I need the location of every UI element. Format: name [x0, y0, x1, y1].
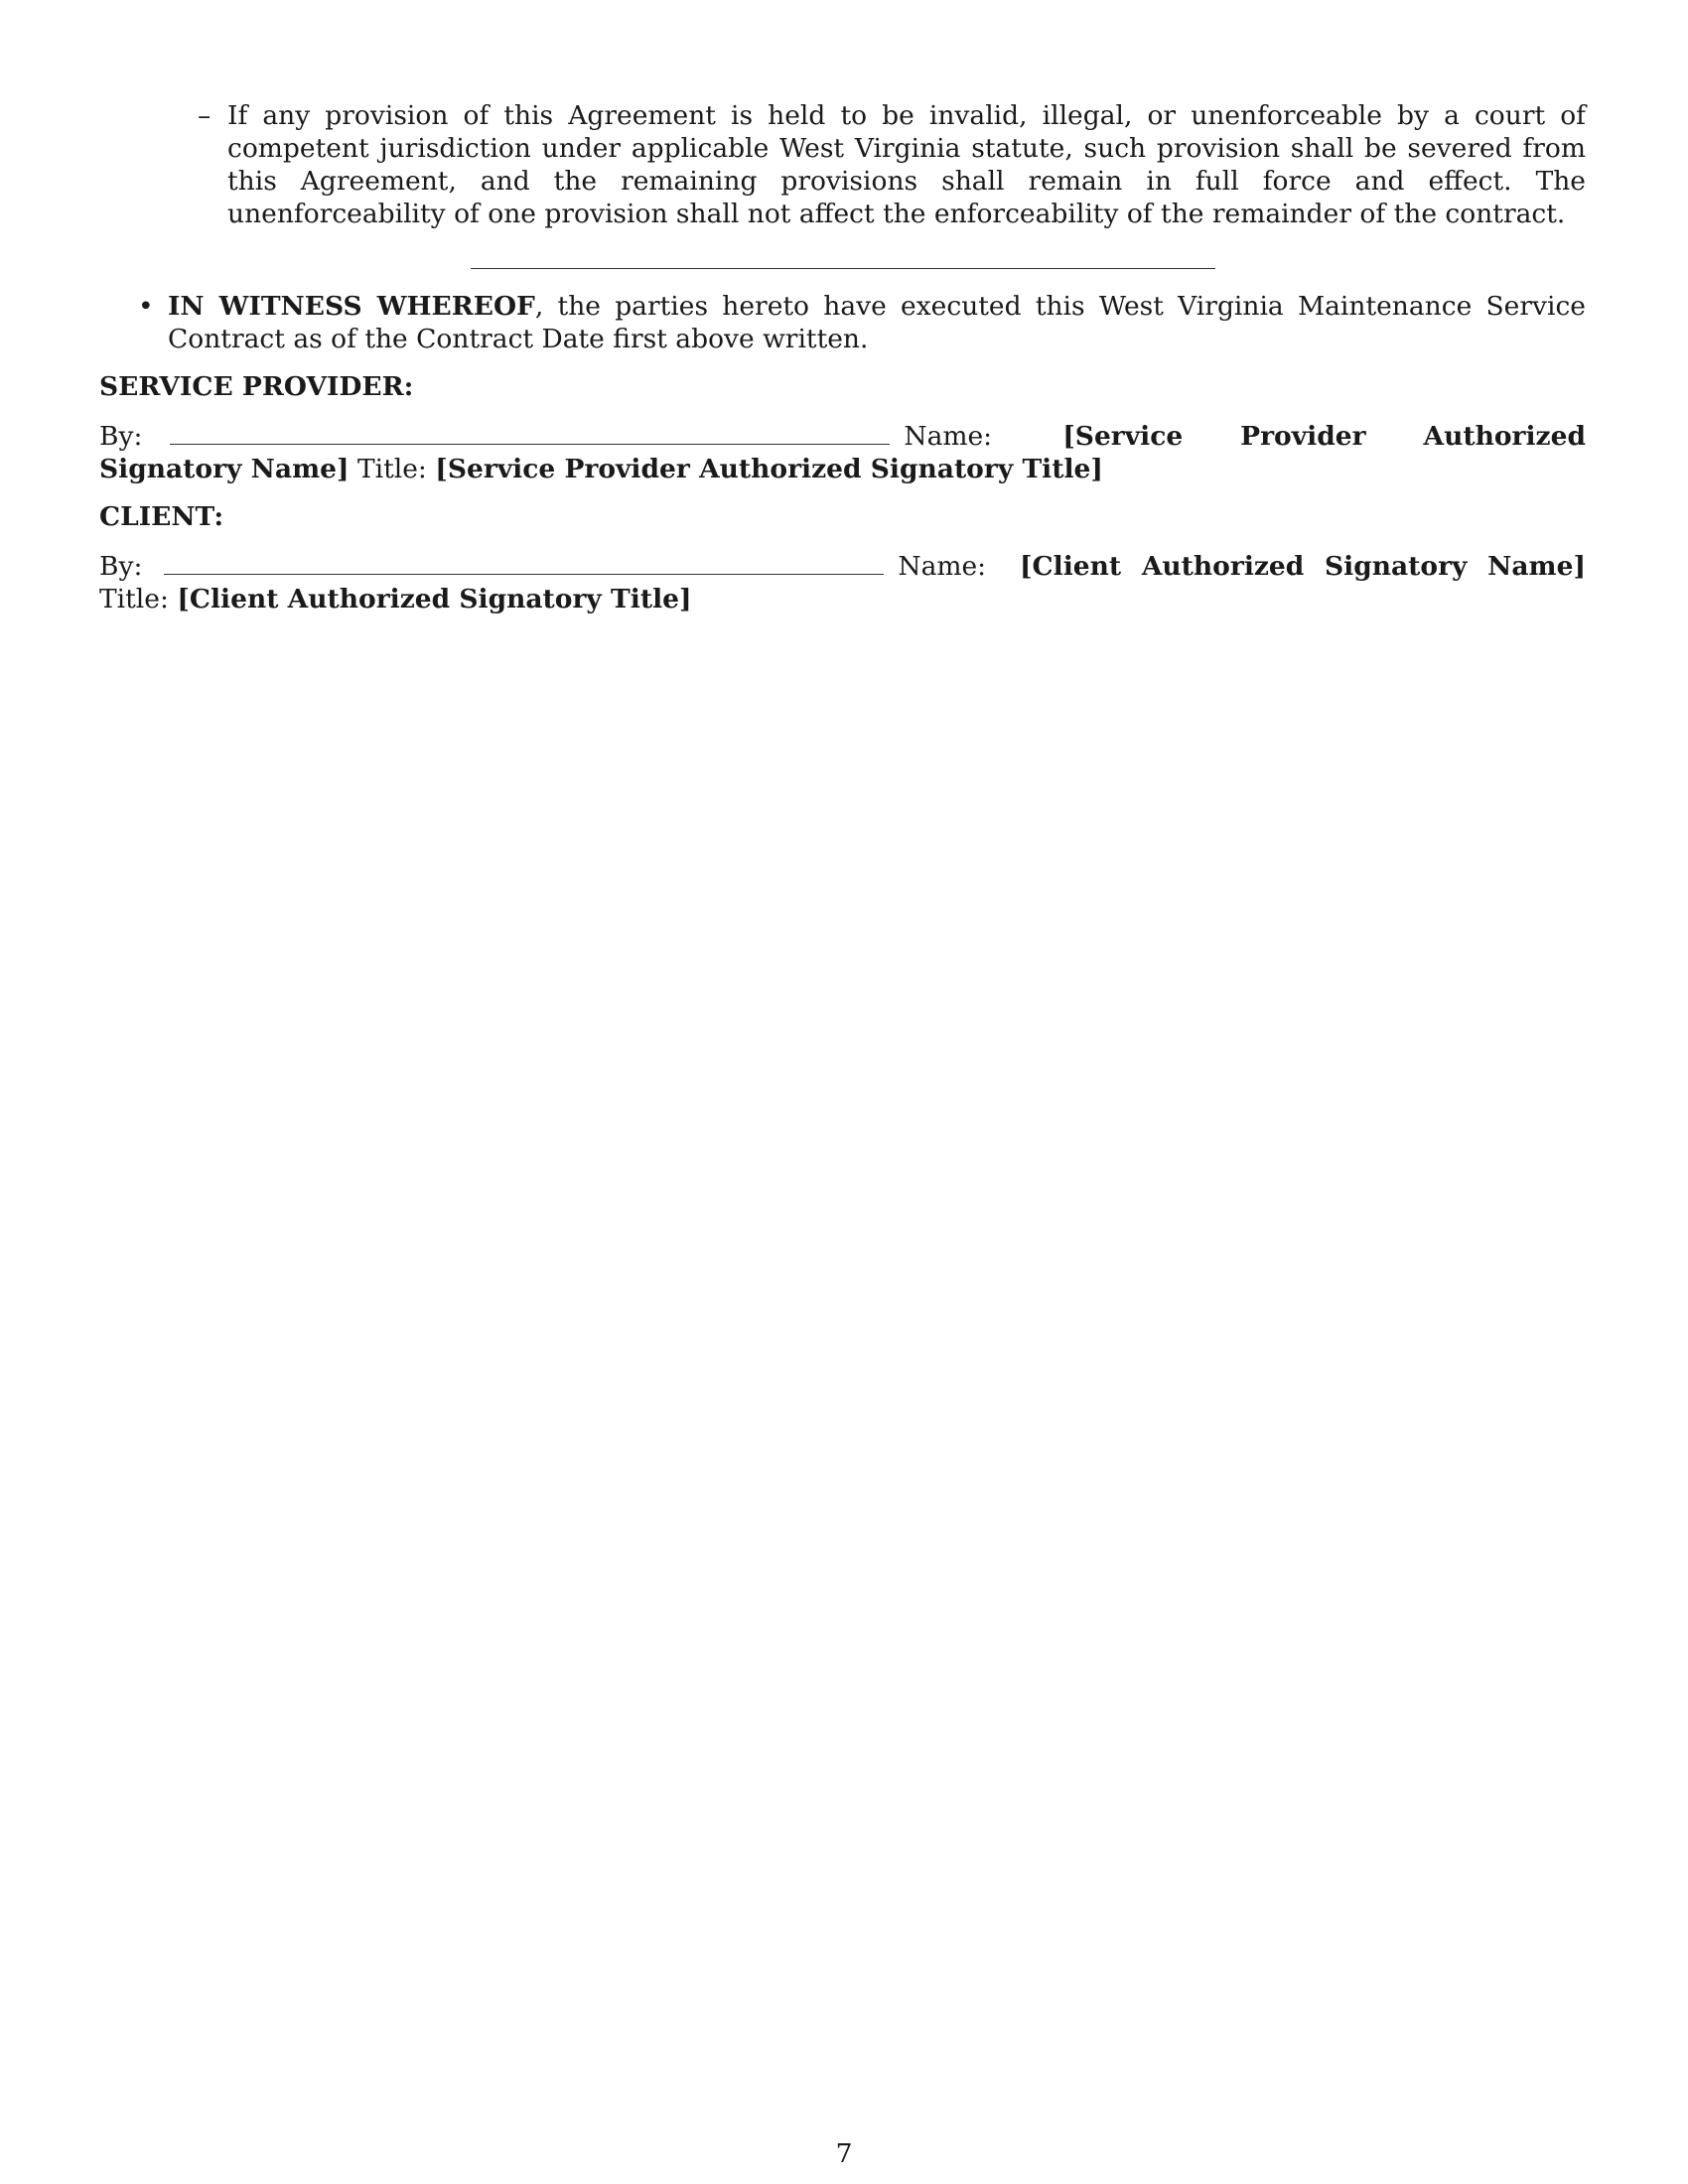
- client-heading: CLIENT:: [99, 501, 224, 532]
- bullet-marker: •: [138, 291, 154, 322]
- witness-lead: IN WITNESS WHEREOF: [168, 291, 535, 322]
- by-label: By:: [99, 421, 143, 452]
- name-label: Name:: [898, 551, 987, 582]
- witness-clause: [138, 290, 1586, 355]
- document-page: [99, 99, 1586, 615]
- severability-text: If any provision of this Agreement is held to be invalid, illegal, or unenforceable by a court of competent jurisdiction under applicable West Virginia statute, such provision shall be severed from this Agreement, and the remaining provisions shall remain in full force and effect. The unenforceability of one provision shall not affect the enforceability of the remainder of the contract.: [227, 100, 1586, 229]
- title-label: Title:: [99, 584, 169, 614]
- service-provider-heading: SERVICE PROVIDER:: [99, 371, 414, 402]
- severability-clause: [198, 99, 1586, 230]
- name-label: Name:: [904, 421, 993, 452]
- title-label: Title:: [356, 454, 427, 484]
- signatory-title: [Service Provider Authorized Signatory Title]: [435, 454, 1103, 484]
- signatory-title: [Client Authorized Signatory Title]: [177, 584, 692, 614]
- signature-line[interactable]: [164, 552, 884, 575]
- section-divider: [471, 268, 1215, 269]
- witness-text: , the parties hereto have executed this West Virginia Maintenance Service Contract as of the Contract Date first above written.: [168, 291, 1586, 354]
- dash-marker: –: [198, 100, 211, 131]
- client-signature-block: [99, 550, 1586, 615]
- by-label: By:: [99, 551, 143, 582]
- page-number: 7: [835, 2138, 853, 2169]
- signatory-name: [Service Provider Authorized Signatory Name]: [99, 421, 1586, 484]
- signature-line[interactable]: [170, 422, 890, 445]
- service-provider-signature-block: [99, 420, 1586, 485]
- signatory-name: [Client Authorized Signatory Name]: [1020, 551, 1586, 582]
